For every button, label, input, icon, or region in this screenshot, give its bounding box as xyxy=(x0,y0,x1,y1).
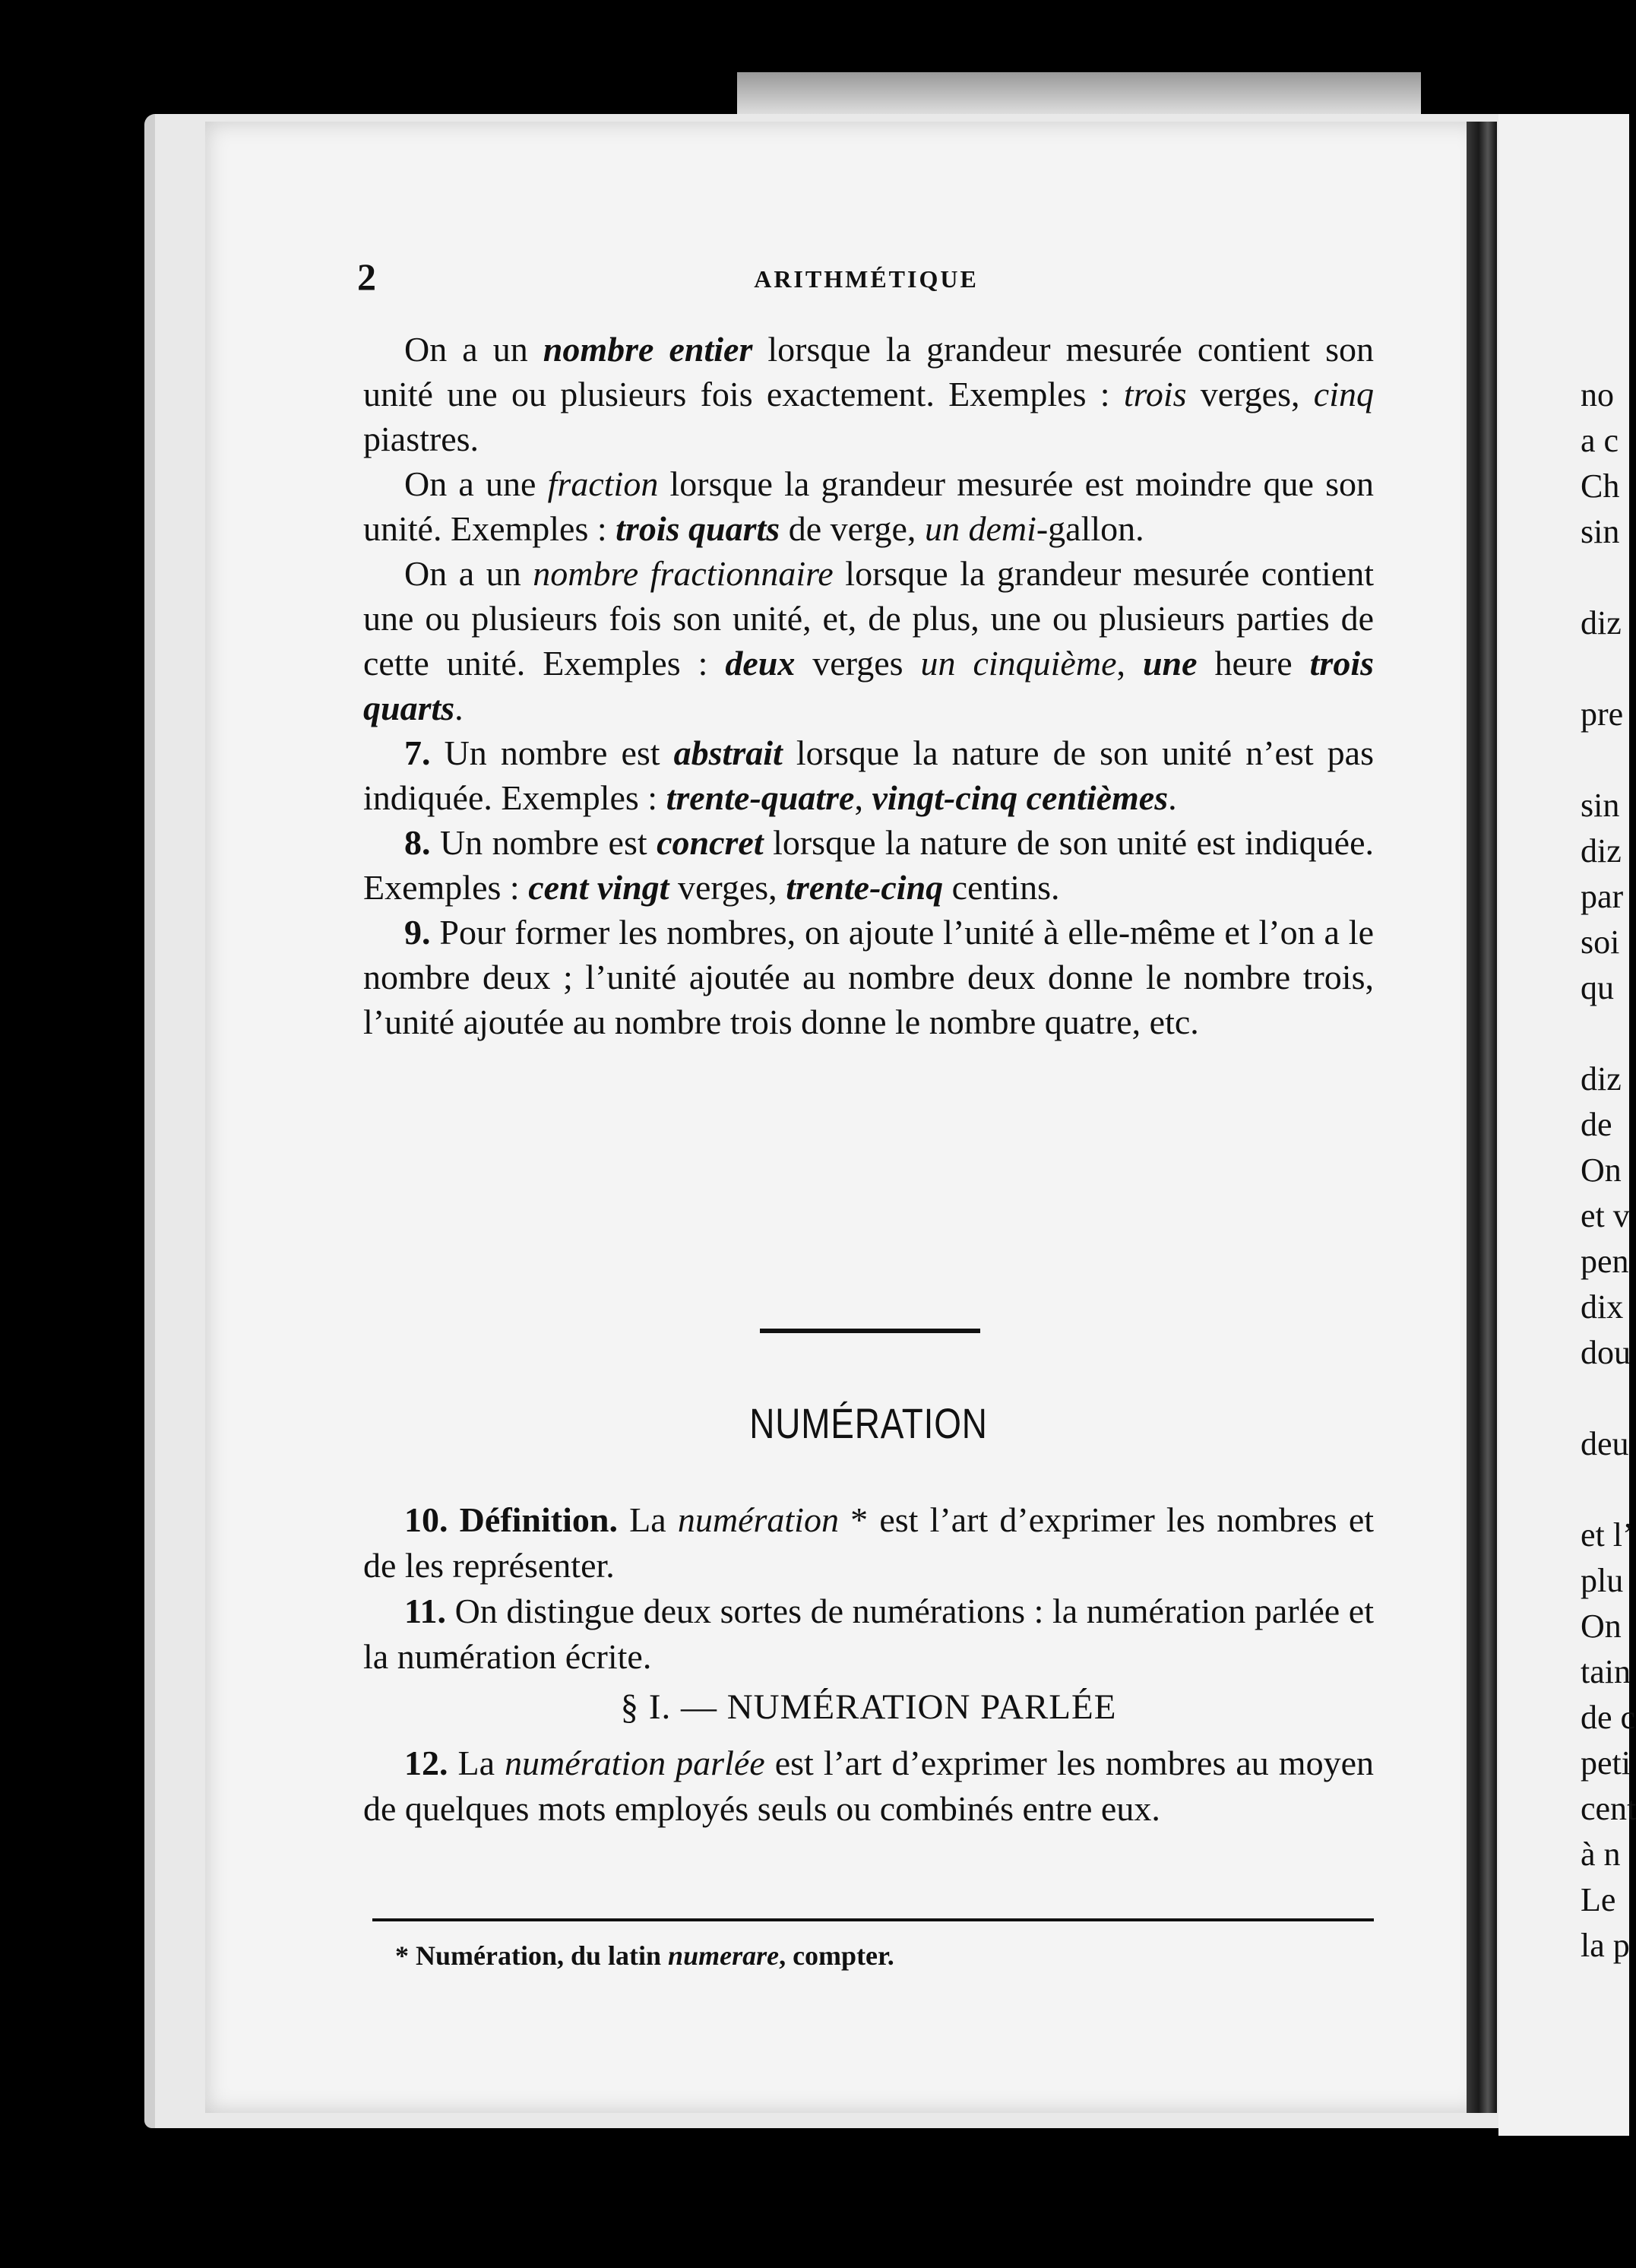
right-page-line: de c xyxy=(1581,1699,1636,1736)
right-page-line: diz xyxy=(1581,1060,1622,1098)
right-page-line xyxy=(1581,1011,1629,1056)
paragraph-12: 12. La numération parlée est l’art d’exprimer les nombres au moyen de quelques mots employés seuls ou combinés entre eux. xyxy=(363,1744,1374,1828)
page-edge-strip xyxy=(737,72,1421,114)
right-page-line: no xyxy=(1581,376,1614,413)
right-page-fragments xyxy=(1581,372,1636,1969)
right-page-line: qu xyxy=(1581,969,1614,1006)
right-page-line: et v xyxy=(1581,1197,1630,1234)
paragraph-nombre-entier: On a un nombre entier lorsque la grandeur mesurée contient son unité une ou plusieurs fois exactement. Exemples : trois verges, cinq piastres. xyxy=(363,330,1374,458)
right-page-line: de xyxy=(1581,1106,1612,1143)
paragraph-10: 10. Définition. La numération * est l’art d’exprimer les nombres et de les représenter. xyxy=(363,1500,1375,1585)
section-title: NUMÉRATION xyxy=(749,1399,988,1447)
right-page-line: peti xyxy=(1581,1744,1631,1782)
right-page-line: plu xyxy=(1581,1562,1624,1599)
right-page-line: Ch xyxy=(1581,467,1620,505)
right-page-line xyxy=(1581,646,1629,692)
right-page-line: cent xyxy=(1581,1790,1636,1827)
book-binding xyxy=(1467,122,1497,2113)
paragraph-7: 7. Un nombre est abstrait lorsque la nature de son unité n’est pas indiquée. Exemples : trente-quatre, vingt-cinq centièmes. xyxy=(363,733,1375,817)
section-text xyxy=(363,1497,1374,1832)
right-page-line: par xyxy=(1581,878,1624,915)
right-page-line xyxy=(1581,737,1629,783)
right-page-line: diz xyxy=(1581,604,1622,641)
page-header xyxy=(357,255,1375,308)
page-number: 2 xyxy=(357,255,376,298)
right-page-line: dix xyxy=(1581,1288,1624,1326)
paragraph-nombre-fractionnaire: On a un nombre fractionnaire lorsque la grandeur mesurée contient une ou plusieurs fois son unité, et, de plus, une ou plusieurs parties de cette unité. Exemples : deux verges un cinquième, une heure trois quarts. xyxy=(363,554,1375,727)
right-page-line: tain xyxy=(1581,1653,1631,1690)
right-page-line xyxy=(1581,555,1629,600)
right-page-line: soi xyxy=(1581,923,1620,961)
right-page-line: sin xyxy=(1581,787,1620,824)
subsection-title: § I. — NUMÉRATION PARLÉE xyxy=(620,1687,1117,1727)
right-page-line: la p xyxy=(1581,1927,1630,1964)
right-page-line: et l’ xyxy=(1581,1516,1634,1554)
running-title: ARITHMÉTIQUE xyxy=(754,265,979,293)
paragraph-8: 8. Un nombre est concret lorsque la nature de son unité est indiquée. Exemples : cent vingt verges, trente-cinq centins. xyxy=(363,823,1374,907)
paragraph-9: 9. Pour former les nombres, on ajoute l’unité à elle-même et l’on a le nombre deux ; l’unité ajoutée au nombre deux donne le nombre trois, l’unité ajoutée au nombre trois donne le nombre quatre, etc. xyxy=(363,913,1374,1041)
right-page-line: sin xyxy=(1581,513,1620,550)
right-page-line: Le xyxy=(1581,1881,1616,1918)
footnote-rule xyxy=(372,1918,1374,1921)
paragraph-fraction: On a une fraction lorsque la grandeur mesurée est moindre que son unité. Exemples : trois quarts de verge, un demi-gallon. xyxy=(363,464,1374,548)
right-page-line: dou xyxy=(1581,1334,1631,1371)
section-divider xyxy=(760,1329,980,1333)
right-page-line: On xyxy=(1581,1608,1622,1645)
right-page-line: deu xyxy=(1581,1425,1629,1462)
right-page-line: à n xyxy=(1581,1836,1621,1873)
right-page-line: pre xyxy=(1581,695,1624,733)
paragraph-11: 11. On distingue deux sortes de numérations : la numération parlée et la numération écrite. xyxy=(363,1592,1374,1676)
footnote: * Numération, du latin numerare, compter. xyxy=(395,1940,894,1971)
right-page-line xyxy=(1581,1467,1629,1513)
right-page-line xyxy=(1581,1376,1629,1421)
right-page-line: a c xyxy=(1581,422,1619,459)
body-text xyxy=(363,327,1374,1044)
right-page-line: pen xyxy=(1581,1243,1629,1280)
right-page-line: diz xyxy=(1581,832,1622,870)
right-page-line: On xyxy=(1581,1151,1622,1189)
